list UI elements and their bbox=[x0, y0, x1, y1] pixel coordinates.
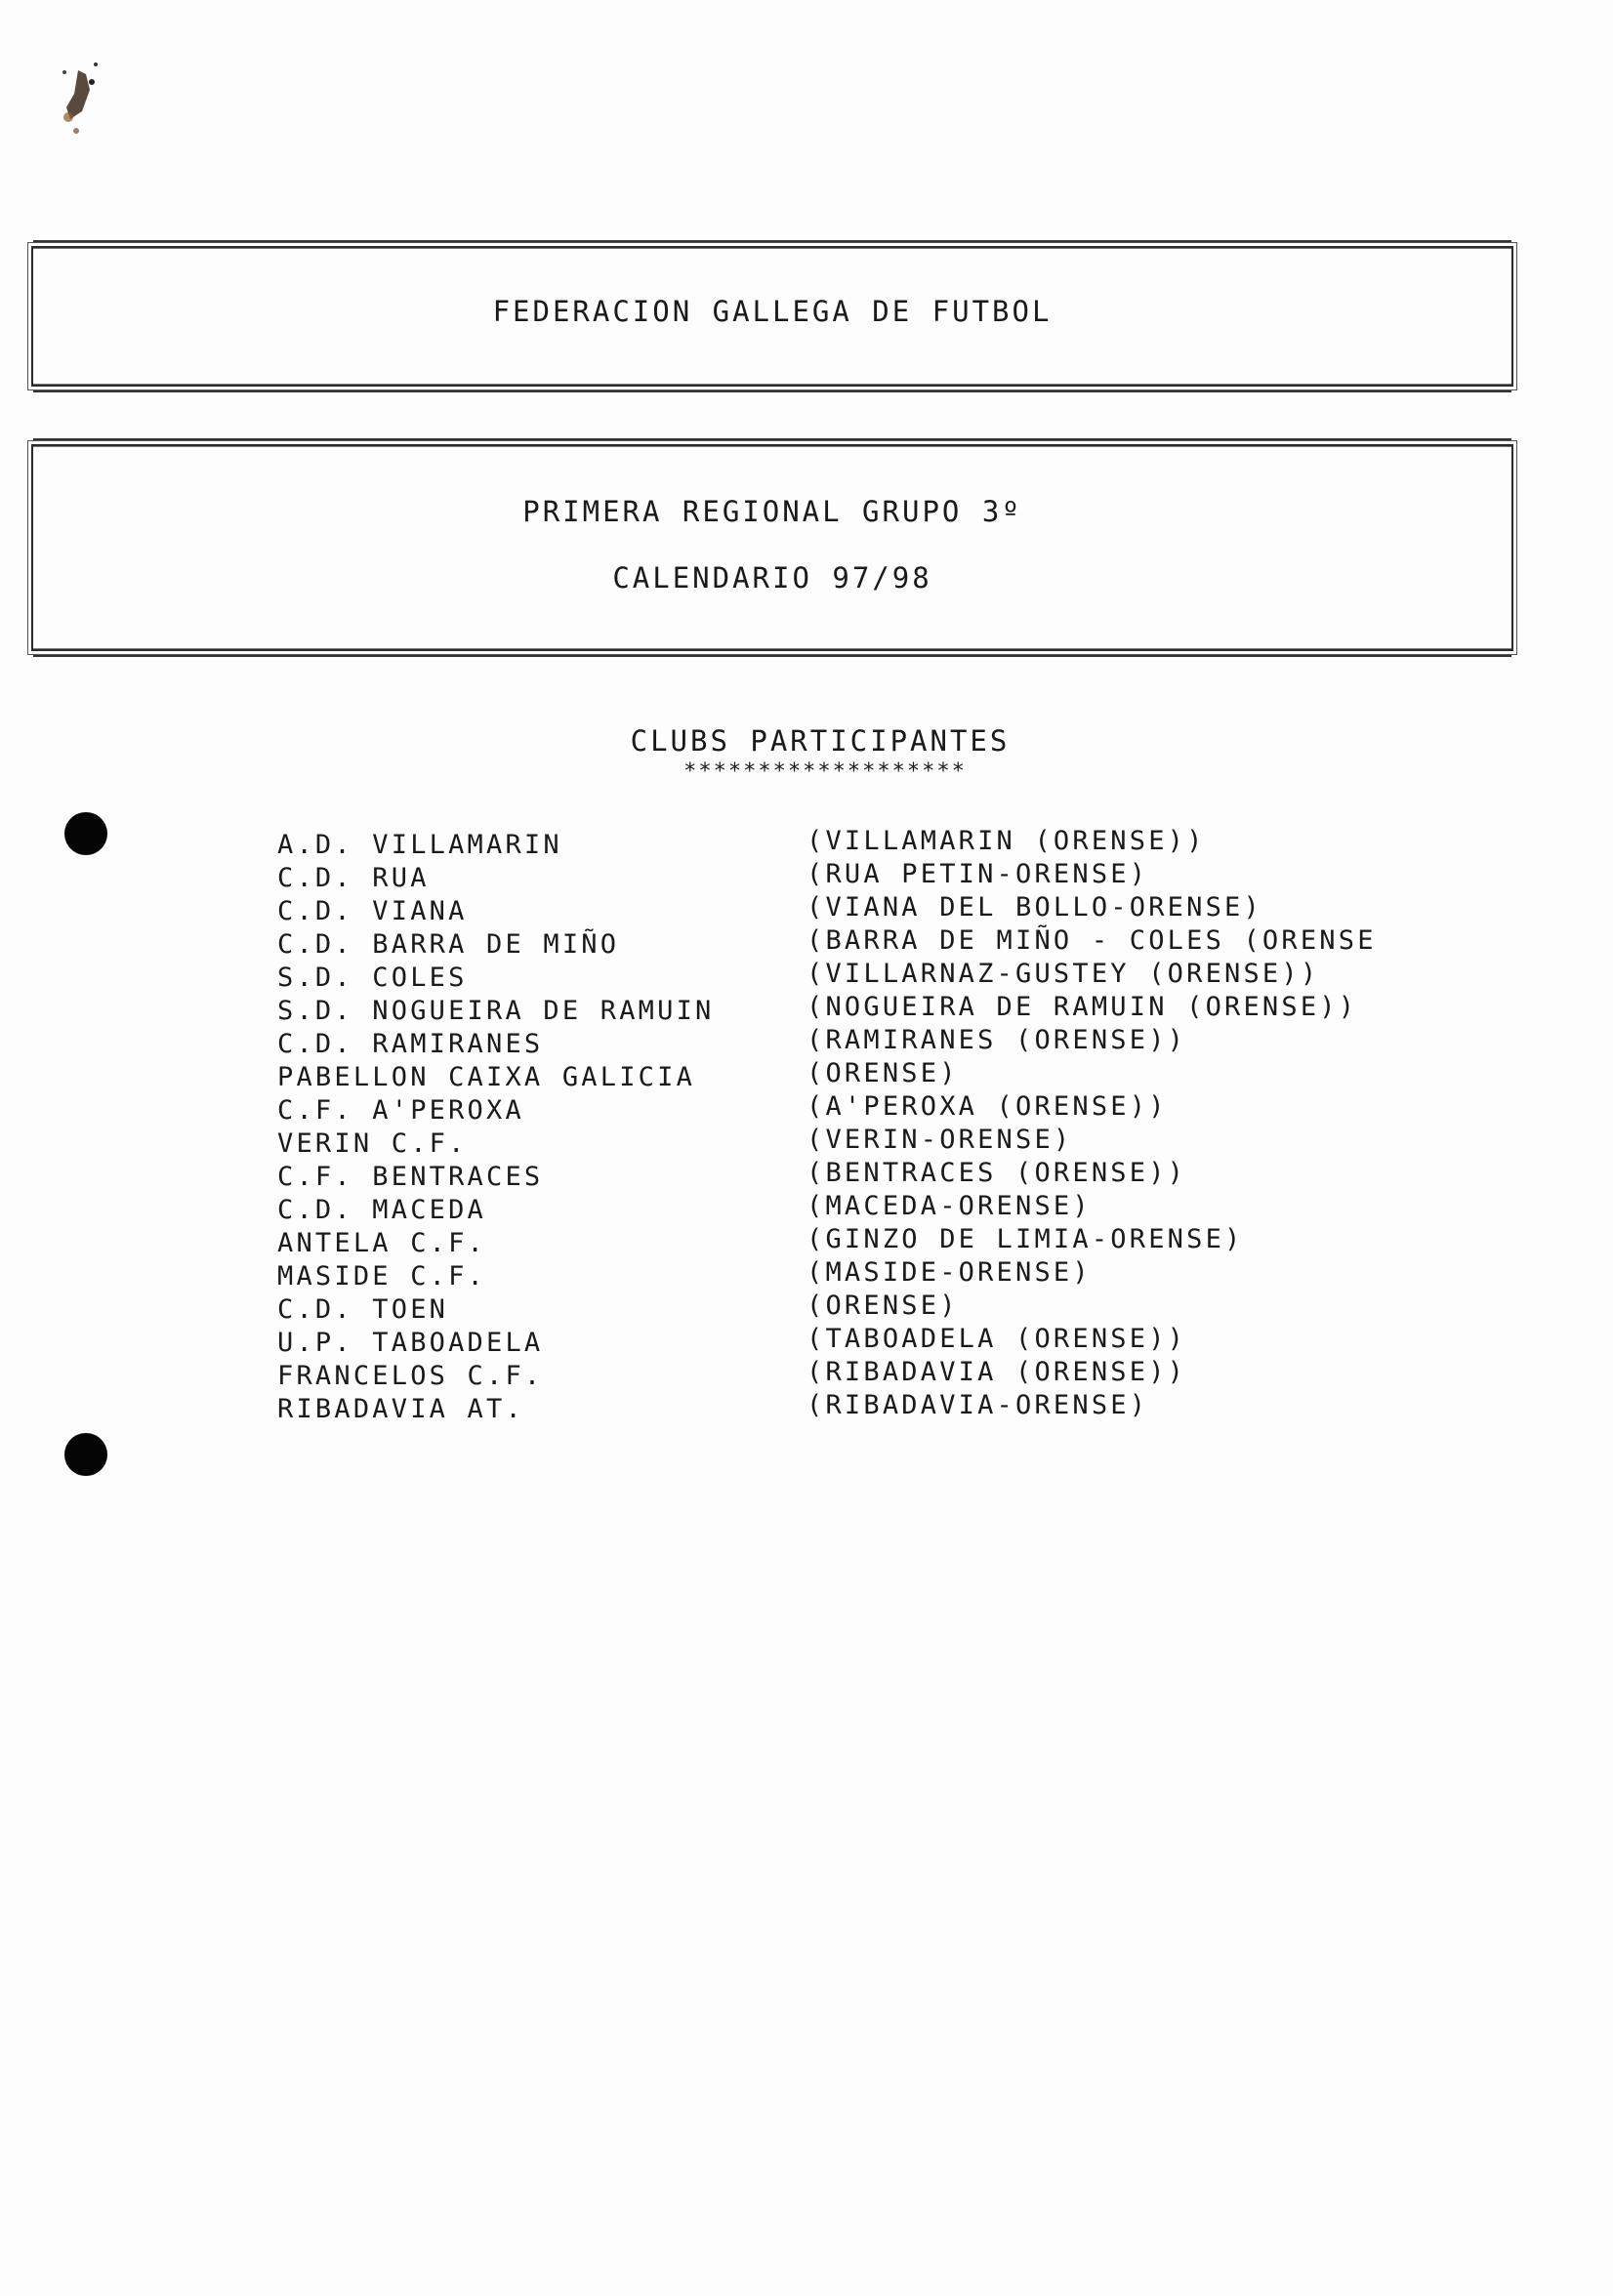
clubs-heading: CLUBS PARTICIPANTES bbox=[630, 724, 1011, 758]
club-name: FRANCELOS C.F. bbox=[277, 1361, 544, 1391]
club-row bbox=[277, 1025, 1410, 1062]
club-location: (MACEDA-ORENSE) bbox=[806, 1191, 1092, 1221]
club-name: MASIDE C.F. bbox=[277, 1261, 487, 1292]
club-row bbox=[277, 1125, 1410, 1162]
club-row bbox=[277, 1191, 1410, 1228]
club-location: (A'PEROXA (ORENSE)) bbox=[806, 1091, 1168, 1122]
club-location: (GINZO DE LIMIA-ORENSE) bbox=[806, 1224, 1244, 1254]
club-row bbox=[277, 1158, 1410, 1195]
club-name: A.D. VILLAMARIN bbox=[277, 830, 562, 860]
club-row bbox=[277, 1291, 1410, 1328]
club-location: (VILLARNAZ-GUSTEY (ORENSE)) bbox=[806, 959, 1320, 989]
club-name: C.F. BENTRACES bbox=[277, 1162, 544, 1192]
competition-name: PRIMERA REGIONAL GRUPO 3º bbox=[522, 495, 1022, 528]
club-row bbox=[277, 1357, 1410, 1394]
competition-title-box bbox=[31, 444, 1513, 651]
club-location: (VIANA DEL BOLLO-ORENSE) bbox=[806, 892, 1262, 922]
club-name: C.D. MACEDA bbox=[277, 1195, 487, 1225]
federation-name: FEDERACION GALLEGA DE FUTBOL bbox=[492, 295, 1053, 328]
club-row bbox=[277, 1224, 1410, 1261]
club-row bbox=[277, 1324, 1410, 1361]
clubs-heading-underline: ******************* bbox=[683, 759, 967, 784]
club-row bbox=[277, 859, 1410, 896]
club-row bbox=[277, 1390, 1410, 1427]
club-name: U.P. TABOADELA bbox=[277, 1328, 544, 1358]
club-row bbox=[277, 1257, 1410, 1294]
club-location: (RUA PETIN-ORENSE) bbox=[806, 859, 1149, 889]
club-location: (ORENSE) bbox=[806, 1291, 959, 1321]
club-name: C.D. VIANA bbox=[277, 896, 468, 926]
punch-hole bbox=[64, 1433, 107, 1476]
club-location: (RAMIRANES (ORENSE)) bbox=[806, 1025, 1187, 1055]
club-row bbox=[277, 892, 1410, 929]
club-row bbox=[277, 992, 1410, 1029]
club-name: VERIN C.F. bbox=[277, 1128, 468, 1159]
club-location: (RIBADAVIA (ORENSE)) bbox=[806, 1357, 1187, 1387]
club-name: ANTELA C.F. bbox=[277, 1228, 487, 1258]
club-name: PABELLON CAIXA GALICIA bbox=[277, 1062, 696, 1092]
club-location: (VILLAMARIN (ORENSE)) bbox=[806, 826, 1206, 856]
club-location: (NOGUEIRA DE RAMUIN (ORENSE)) bbox=[806, 992, 1358, 1022]
club-row bbox=[277, 1091, 1410, 1128]
club-location: (BENTRACES (ORENSE)) bbox=[806, 1158, 1187, 1188]
club-row bbox=[277, 1058, 1410, 1095]
club-name: S.D. NOGUEIRA DE RAMUIN bbox=[277, 996, 715, 1026]
club-name: RIBADAVIA AT. bbox=[277, 1394, 524, 1424]
club-name: S.D. COLES bbox=[277, 963, 468, 993]
ink-stain bbox=[57, 61, 107, 139]
club-name: C.D. RUA bbox=[277, 863, 430, 893]
club-location: (VERIN-ORENSE) bbox=[806, 1125, 1073, 1155]
club-name: C.F. A'PEROXA bbox=[277, 1095, 524, 1126]
club-name: C.D. TOEN bbox=[277, 1294, 449, 1325]
club-location: (RIBADAVIA-ORENSE) bbox=[806, 1390, 1149, 1420]
punch-hole bbox=[64, 812, 107, 855]
club-location: (MASIDE-ORENSE) bbox=[806, 1257, 1092, 1288]
federation-header-box bbox=[31, 246, 1513, 387]
club-row bbox=[277, 925, 1410, 963]
club-row bbox=[277, 959, 1410, 996]
club-list bbox=[277, 826, 1410, 1427]
calendar-season: CALENDARIO 97/98 bbox=[612, 561, 932, 594]
club-name: C.D. BARRA DE MIÑO bbox=[277, 929, 620, 960]
club-location: (TABOADELA (ORENSE)) bbox=[806, 1324, 1187, 1354]
club-location: (BARRA DE MIÑO - COLES (ORENSE bbox=[806, 925, 1377, 956]
club-name: C.D. RAMIRANES bbox=[277, 1029, 544, 1059]
club-location: (ORENSE) bbox=[806, 1058, 959, 1088]
club-row bbox=[277, 826, 1410, 863]
